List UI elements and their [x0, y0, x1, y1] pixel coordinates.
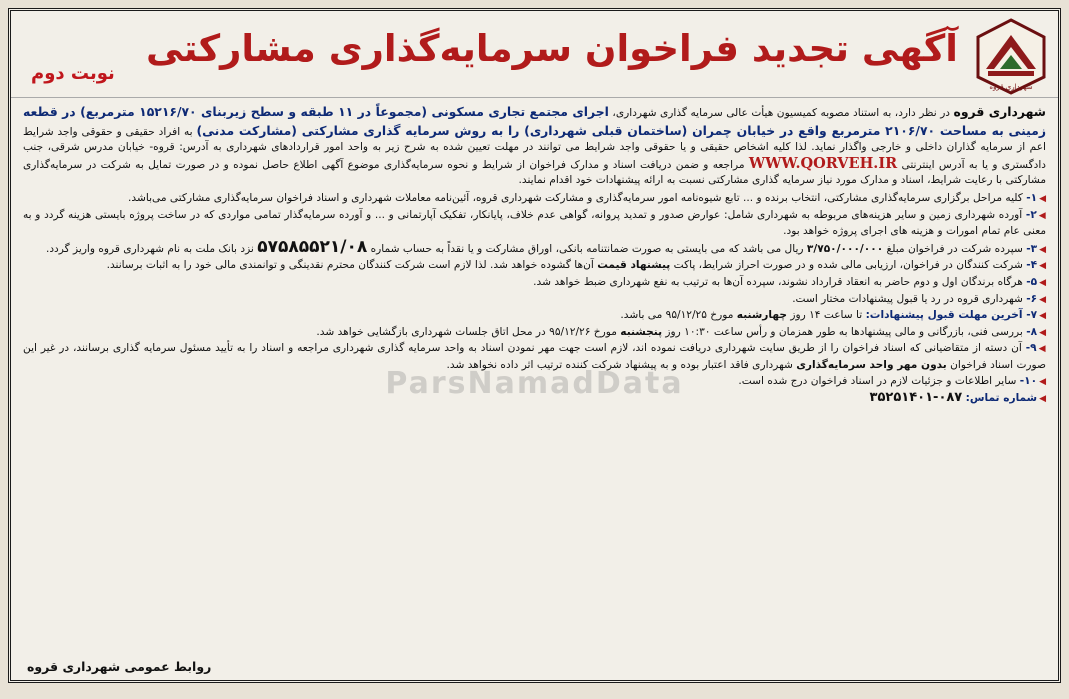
- contact-label: شماره تماس:: [965, 392, 1038, 405]
- announcement-body: [23, 103, 1046, 408]
- intro-paragraph: [23, 103, 1046, 189]
- deadline-title: آخرین مهلت قبول پیشنهادات:: [865, 309, 1027, 322]
- list-item: ◀۳- سپرده شرکت در فراخوان مبلغ ۳/۷۵۰/۰۰۰/۰۰۰ ریال می باشد که می بایستی به صورت ضمانتنامه بانکی، اوراق مشارکت و یا نقداً به حساب شماره ۵۷۵۸۵۵۲۱/۰۸ نزد بانک ملت به نام شهرداری قروه واریز گردد.: [45, 236, 1046, 257]
- advertisement-page: [8, 8, 1061, 683]
- account-number: ۵۷۵۸۵۵۲۱/۰۸: [257, 236, 368, 257]
- deposit-amount: ۳/۷۵۰/۰۰۰/۰۰۰: [806, 242, 884, 255]
- list-item: ◀۶- شهرداری قروه در رد یا قبول پیشنهادات مختار است.: [792, 292, 1046, 305]
- triangle-bullet-icon: ◀: [1039, 294, 1046, 305]
- list-item: ◀۷- آخرین مهلت قبول پیشنهادات: تا ساعت ۱۴ روز چهارشنبه مورخ ۹۵/۱۲/۲۵ می باشد.: [620, 309, 1046, 322]
- list-item: ◀۴- شرکت کنندگان در فراخوان، ارزیابی مالی شده و در صورت احراز شرایط، پاکت پیشنهاد قیمت آن‌ها گشوده خواهد شد. لذا لازم است شرکت کنندگان محترم نقدینگی و توانمندی مالی خود را به اثبات برسانند.: [106, 259, 1046, 272]
- website-link[interactable]: WWW.QORVEH.IR: [748, 154, 898, 172]
- list-item: ◀۲- آورده شهرداری زمین و سایر هزینه‌های مربوطه به شهرداری شامل: عوارض صدور و تمدید پروانه، گواهی عدم خلاف، پایانکار، تفکیک آپارتمانی و ... و آورده سرمایه‌گذار تمامی مواردی که در ساخت پروژه بایستی هزینه گردد و به معنی عام تمام امورات و هزینه های اجرای پروژه خواهد بود.: [23, 208, 1046, 238]
- list-item: ◀۱- کلیه مراحل برگزاری سرمایه‌گذاری مشارکتی، انتخاب برنده و ... تابع شیوه‌نامه امور سرمایه‌گذاری و مشارکت شهرداری قروه، آئین‌نامه معاملات شهرداری و اسناد فراخوان سرمایه‌گذاری مشارکتی می‌باشد.: [128, 191, 1046, 204]
- conditions-list: [23, 191, 1046, 408]
- intro-text-3: مراجعه و ضمن دریافت اسناد و مدارک فراخوان از شرایط و نحوه سرمایه‌گذاری موضوع آگهی اطلاع حاصل نموده و در صورت تمایل به شرکت در سرمایه‌گذاری مشارکتی با رعایت شرایط، اسناد و مدارک مورد نیاز سرمایه گذاری مشارکتی نسبت به ارائه پیشنهادات خود اقدام نمایند.: [23, 158, 1046, 187]
- watermark: ParsNamadData: [385, 366, 684, 401]
- organization-name: شهرداری قروه: [953, 104, 1046, 119]
- intro-text-1: در نظر دارد، به استناد مصوبه کمیسیون هیأت عالی سرمایه گذاری شهرداری،: [608, 107, 954, 119]
- triangle-bullet-icon: ◀: [1039, 376, 1046, 387]
- triangle-bullet-icon: ◀: [1039, 394, 1046, 405]
- turn-label: نوبت دوم: [31, 63, 115, 84]
- contact-line: [23, 390, 1046, 408]
- public-relations-signature: روابط عمومی شهرداری قروه: [27, 659, 212, 674]
- triangle-bullet-icon: ◀: [1039, 261, 1046, 272]
- triangle-bullet-icon: ◀: [1039, 193, 1046, 204]
- triangle-bullet-icon: ◀: [1039, 327, 1046, 338]
- intro-text-2: به افراد حقیقی و حقوقی واجد شرایط اعم از سرمایه گذاران داخلی و خارجی واگذار نماید. لذا کلیه اشخاص حقیقی و یا حقوقی واجد شرایط می توانند در مهلت تعیین شده به شرح زیر به واحد امور قراردادهای شهرداری به آدرس: قروه- خیابان مدرس شرقی، جنب دادگستری و یا به آدرس اینترنتی: [23, 125, 1046, 171]
- list-item: ◀۸- بررسی فنی، بازرگانی و مالی پیشنهادها به طور همزمان و رأس ساعت ۱۰:۳۰ روز پنجشنبه مورخ ۹۵/۱۲/۲۶ در محل اتاق جلسات شهرداری بازگشایی خواهد شد.: [316, 325, 1046, 338]
- triangle-bullet-icon: ◀: [1038, 210, 1046, 221]
- list-item: ◀۱۰- سایر اطلاعات و جزئیات لازم در اسناد فراخوان درج شده است.: [738, 374, 1046, 387]
- header: [11, 11, 1058, 98]
- logo-caption: شهرداری قروه: [989, 83, 1033, 91]
- triangle-bullet-icon: ◀: [1039, 277, 1046, 288]
- triangle-bullet-icon: ◀: [1039, 244, 1046, 255]
- project-description: اجرای مجتمع تجاری مسکونی (مجموعاً در ۱۱ طبقه و سطح زیربنای ۱۵۲۱۶/۷۰ مترمربع) در قطعه زمینی به مساحت ۲۱۰۶/۷۰ مترمربع واقع در خیابان چمران (ساختمان قبلی شهرداری) را به روش سرمایه گذاری مشارکتی (مشارکت مدنی): [23, 104, 1046, 138]
- triangle-bullet-icon: ◀: [1039, 311, 1046, 322]
- list-item: ◀۵- هرگاه برندگان اول و دوم حاضر به انعقاد قرارداد نشوند، سپرده آن‌ها به ترتیب به نفع شهرداری ضبط خواهد شد.: [533, 275, 1046, 288]
- list-item: ◀۹- آن دسته از متقاضیانی که اسناد فراخوان را از طریق سایت شهرداری دریافت نموده اند، لازم است جهت مهر نمودن اسناد به واحد سرمایه گذاری شهرداری مراجعه و اسناد را به تأیید مسئول سرمایه گذاری برسانند، در غیر این صورت اسناد فراخوان بدون مهر واحد سرمایه‌گذاری شهرداری فاقد اعتبار بوده و به پیشنهاد شرکت کننده ترتیب اثر داده نخواهد شد.: [23, 342, 1047, 371]
- triangle-bullet-icon: ◀: [1038, 344, 1047, 355]
- contact-phone: ۰۸۷-۳۵۲۵۱۴۰۱: [869, 390, 963, 406]
- page-title: آگهی تجدید فراخوان سرمایه‌گذاری مشارکتی: [146, 27, 958, 70]
